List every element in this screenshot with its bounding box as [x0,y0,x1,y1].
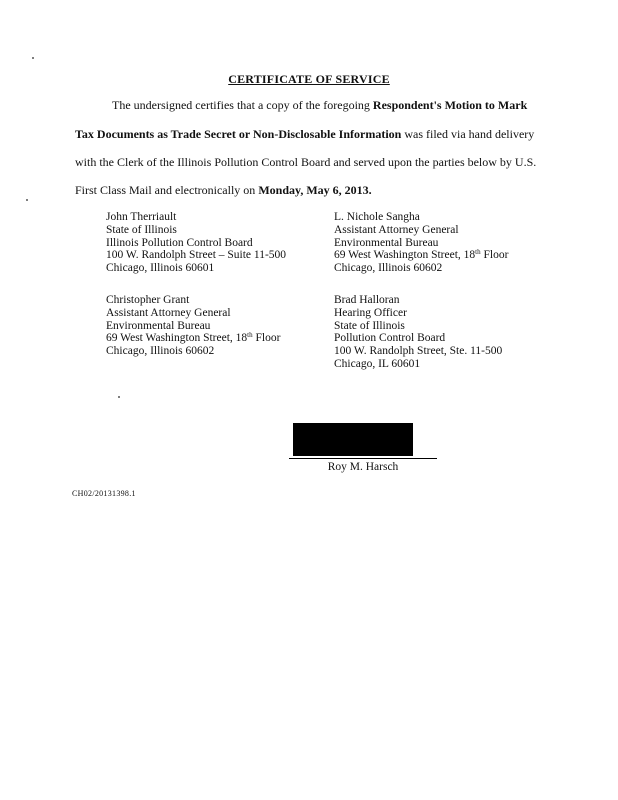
service-recipient [106,294,280,358]
recipient-line: Pollution Control Board [334,332,446,345]
service-recipient [106,211,286,275]
body-text: First Class Mail and electronically on [75,183,259,197]
body-line-2 [75,128,545,140]
service-recipient [334,294,502,371]
signatory-name: Roy M. Harsch [327,461,399,473]
recipient-city: Chicago, Illinois 60602 [106,345,215,358]
recipient-address [106,332,280,345]
recipient-line: Assistant Attorney General [334,223,459,236]
recipient-city: Chicago, Illinois 60601 [106,262,215,275]
recipient-name: L. Nichole Sangha [334,211,420,223]
recipient-line: Environmental Bureau [334,236,439,249]
scan-speck [26,199,28,201]
body-text: The undersigned certifies that a copy of the foregoing [112,98,373,112]
motion-title-part-2: Tax Documents as Trade Secret or Non-Disclosable Information [75,127,402,141]
motion-title-part-1: Respondent's Motion to Mark [372,98,528,112]
service-recipient [334,211,508,275]
recipient-city: Chicago, IL 60601 [334,357,421,370]
address-text: Floor [252,332,281,345]
recipient-name: Christopher Grant [106,294,190,306]
service-date: Monday, May 6, 2013. [258,183,372,197]
recipient-line: Illinois Pollution Control Board [106,236,253,249]
recipient-name: John Therriault [106,211,177,223]
certificate-title: CERTIFICATE OF SERVICE [228,72,390,86]
recipient-address: 100 W. Randolph Street, Ste. 11-500 [334,345,503,358]
redacted-signature [293,423,413,456]
body-line-3: with the Clerk of the Illinois Pollution Control Board and served upon the parties below by U.S. [75,155,537,169]
address-text: Floor [480,249,509,262]
body-line-4 [75,184,545,196]
recipient-line: Assistant Attorney General [106,306,231,319]
body-text: was filed via hand delivery [401,127,535,141]
recipient-line: Environmental Bureau [106,319,211,332]
scan-speck [118,396,120,398]
recipient-line: State of Illinois [106,223,177,236]
body-line-1 [112,99,582,111]
recipient-city: Chicago, Illinois 60602 [334,262,443,275]
recipient-address [334,249,508,262]
ordinal-suffix: th [247,331,253,340]
recipient-name: Brad Halloran [334,294,400,306]
recipient-address: 100 W. Randolph Street – Suite 11-500 [106,249,287,262]
signature-line [289,458,437,459]
address-text: 69 West Washington Street, 18 [334,249,476,262]
scan-speck [32,57,34,59]
recipient-line: State of Illinois [334,319,405,332]
address-text: 69 West Washington Street, 18 [106,332,248,345]
document-id: CH02/20131398.1 [72,489,136,498]
recipient-line: Hearing Officer [334,306,407,319]
ordinal-suffix: th [475,248,481,257]
